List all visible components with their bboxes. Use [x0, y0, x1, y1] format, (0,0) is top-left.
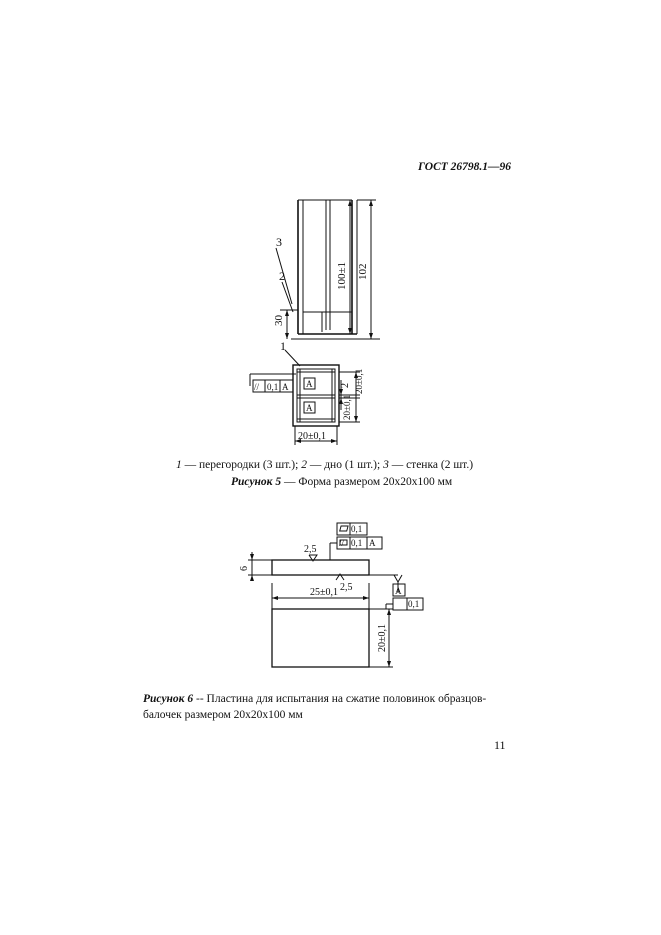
legend-num-3: 3 — [383, 459, 389, 471]
roughness-bottom: 2,5 — [340, 582, 353, 593]
tol-par-symbol: // — [339, 538, 345, 548]
legend-text-1: — перегородки (3 шт.); — [181, 459, 302, 471]
figure-6-label: Рисунок 6 — [143, 693, 194, 705]
figure-6-caption-text: -- Пластина для испытания на сжатие половинок образцов-балочек размером 20х20х100 мм — [143, 693, 487, 721]
dim-thickness: 6 — [239, 566, 250, 571]
callout-1: 1 — [280, 339, 286, 353]
roughness-top: 2,5 — [304, 544, 317, 555]
datum-a-bottom: A — [306, 403, 313, 413]
page-number: 11 — [494, 738, 506, 752]
figure-6-caption — [143, 691, 513, 723]
dim-102: 102 — [357, 263, 369, 280]
callout-3: 3 — [276, 235, 282, 249]
dim-30: 30 — [273, 315, 285, 326]
tol-value: 0,1 — [267, 382, 279, 392]
tol-flat-value: 0,1 — [351, 524, 363, 534]
tol-par-value: 0,1 — [351, 538, 363, 548]
dim-20-lower: 20±0,1 — [342, 394, 352, 420]
document-header: ГОСТ 26798.1—96 — [418, 161, 512, 173]
dim-20-upper: 20±0,1 — [354, 368, 364, 394]
figure-5-title-text: — Форма размером 20х20х100 мм — [281, 476, 453, 488]
tol-right-value: 0,1 — [408, 599, 420, 609]
figure-5-label: Рисунок 5 — [231, 476, 282, 488]
legend-text-3: — стенка (2 шт.) — [388, 459, 474, 471]
dim-width: 25±0,1 — [310, 587, 338, 598]
dim-height: 20±0,1 — [377, 624, 388, 652]
dim-100: 100±1 — [336, 261, 348, 290]
datum-a-right: A — [395, 586, 402, 596]
tol-symbol: // — [254, 382, 260, 392]
legend-num-1: 1 — [176, 459, 182, 471]
dim-20-width: 20±0,1 — [298, 431, 326, 442]
legend-text-2: — дно (1 шт.); — [306, 459, 384, 471]
datum-a-top: A — [306, 379, 313, 389]
callout-2: 2 — [279, 269, 285, 283]
legend-num-2: 2 — [301, 459, 307, 471]
tol-par-datum: A — [369, 538, 376, 548]
tol-datum: A — [282, 382, 289, 392]
dim-2: 2 — [340, 383, 351, 388]
